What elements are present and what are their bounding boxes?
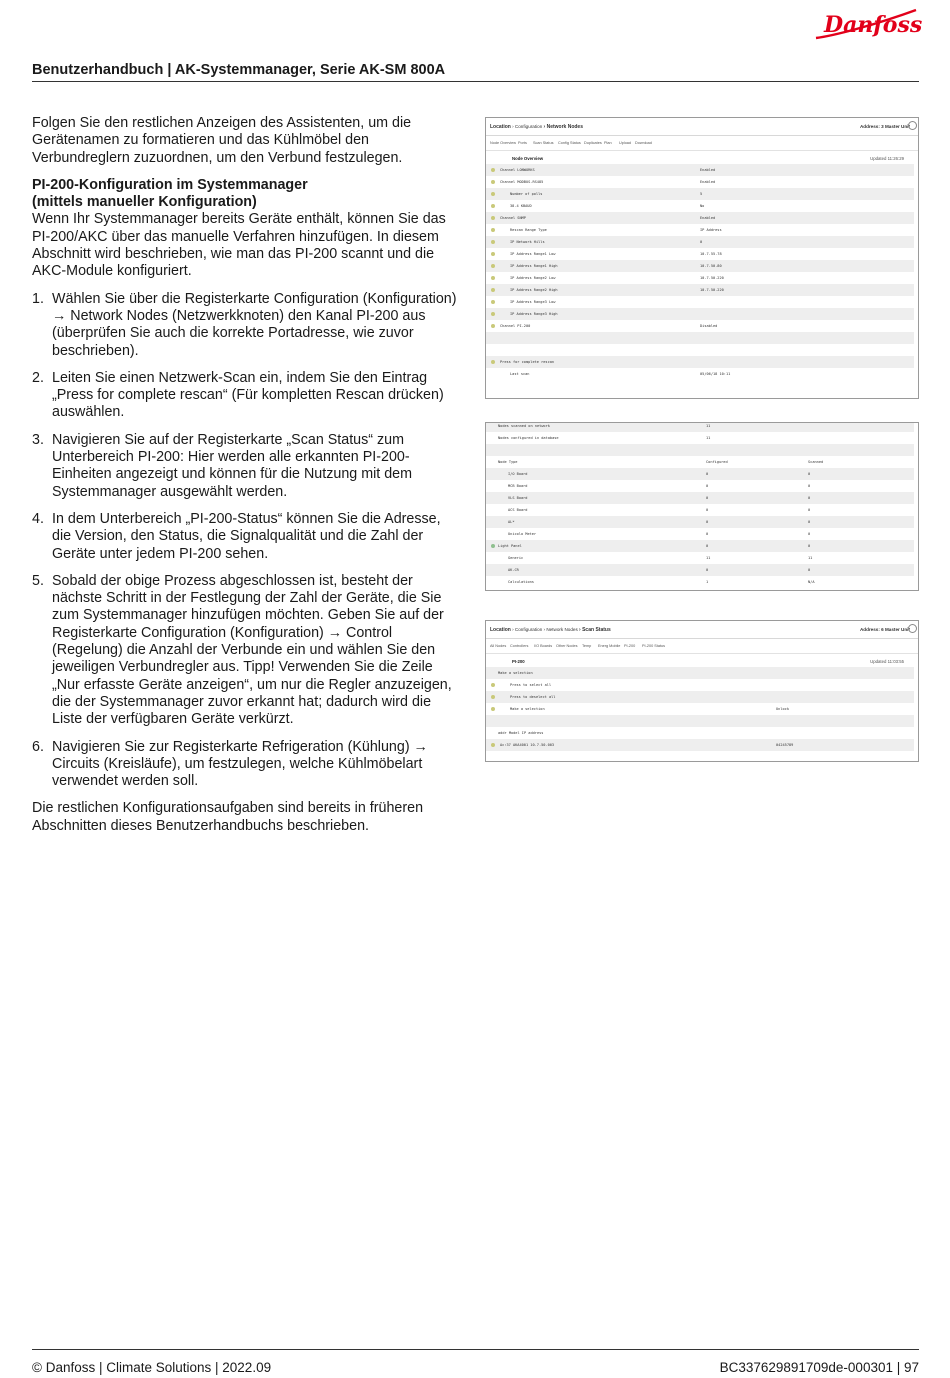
row-label: Make a selection xyxy=(510,707,545,711)
row-value: Enabled xyxy=(700,216,716,220)
row-label: Nodes scanned on network xyxy=(498,424,550,428)
row-label: MCB Board xyxy=(508,484,528,488)
step-text: Wählen Sie über die Registerkarte Configuration (Konfiguration) → Network Nodes (Netzwerkknoten) den Kanal PI-200 aus (überprüfen Sie auch die korrekte Portadresse, wie zuvor beschrieben). xyxy=(52,290,457,359)
table-row[interactable] xyxy=(486,224,914,236)
table-row[interactable] xyxy=(486,504,914,516)
row-label: Channel SNMP xyxy=(500,216,526,220)
table-row[interactable] xyxy=(486,528,914,540)
status-dot-icon xyxy=(491,288,495,292)
row-value: 11 xyxy=(706,556,711,560)
shot2-rows xyxy=(486,422,914,588)
row-label: IP Network Hills xyxy=(510,240,545,244)
table-row[interactable] xyxy=(486,368,914,380)
table-row[interactable] xyxy=(486,344,914,356)
row-label: AK-CR xyxy=(508,568,519,572)
step-item xyxy=(32,432,460,501)
status-dot-icon xyxy=(491,683,495,687)
crumb-network-nodes[interactable]: › Network Nodes xyxy=(543,124,583,130)
shot3-tabs xyxy=(486,639,918,654)
row-value-scanned: 0 xyxy=(808,496,811,500)
tab-download[interactable]: Download xyxy=(635,141,652,145)
tab-plan[interactable]: Plan xyxy=(604,141,612,145)
table-row[interactable] xyxy=(486,422,914,432)
shot3-rows xyxy=(486,667,914,751)
row-label: IP Address Range1 Low xyxy=(510,252,556,256)
step-number: 4. xyxy=(32,510,44,527)
row-label: addr Model IP address xyxy=(498,731,544,735)
step-number: 5. xyxy=(32,572,44,589)
table-row[interactable] xyxy=(486,456,914,468)
footer-copyright: © Danfoss | Climate Solutions | 2022.09 xyxy=(32,1360,272,1375)
shot1-topbar xyxy=(486,118,918,136)
table-row[interactable] xyxy=(486,260,914,272)
row-value: Enabled xyxy=(700,168,716,172)
step-number: 6. xyxy=(32,738,44,755)
table-row[interactable] xyxy=(486,703,914,715)
tab-other-nodes[interactable]: Other Nodes xyxy=(556,644,578,648)
shot1-updated: Updated 11:26:29 xyxy=(870,156,904,161)
table-row[interactable] xyxy=(486,188,914,200)
steps-list xyxy=(32,291,460,791)
document-header: Benutzerhandbuch | AK-Systemmanager, Serie AK-SM 800A xyxy=(32,62,446,78)
row-label: Press to select all xyxy=(510,683,552,687)
row-label: Calculations xyxy=(508,580,534,584)
table-row[interactable] xyxy=(486,516,914,528)
table-row[interactable] xyxy=(486,200,914,212)
status-dot-icon xyxy=(491,312,495,316)
crumb-configuration[interactable]: › Configuration xyxy=(512,124,543,129)
crumb-scan-status[interactable]: › Scan Status xyxy=(579,627,611,633)
status-dot-icon xyxy=(491,252,495,256)
table-row[interactable] xyxy=(486,164,914,176)
row-label: Generic xyxy=(508,556,524,560)
section-heading-line1: PI-200-Konfiguration im Systemmanager xyxy=(32,176,308,193)
table-row[interactable] xyxy=(486,236,914,248)
status-dot-icon xyxy=(491,228,495,232)
row-label: IP Address Range3 Low xyxy=(510,300,556,304)
intro-paragraph: Folgen Sie den restlichen Anzeigen des Assistenten, um die Gerätenamen zu formatieren und das Kühlmöbel den Verbundreglern zuzuordnen, um den Verbund festzulegen. xyxy=(32,115,412,166)
row-label: ACS Board xyxy=(508,508,528,512)
row-label: Press for complete rescan xyxy=(500,360,555,364)
row-value: Configured xyxy=(706,460,728,464)
status-dot-icon xyxy=(491,300,495,304)
row-value: 0 xyxy=(706,508,709,512)
row-value-scanned: N/A xyxy=(808,580,815,584)
closing-paragraph: Die restlichen Konfigurationsaufgaben sind bereits in früheren Abschnitten dieses Benutzerhandbuchs beschrieben. xyxy=(32,800,424,834)
table-row[interactable] xyxy=(486,691,914,703)
row-value: 11 xyxy=(706,424,711,428)
table-row[interactable] xyxy=(486,667,914,679)
step-item xyxy=(32,739,460,791)
status-dot-icon xyxy=(491,168,495,172)
row-label: AL* xyxy=(508,520,515,524)
footer-rule xyxy=(32,1349,919,1350)
shot1-tabs xyxy=(486,136,918,151)
row-value: 5 xyxy=(700,192,703,196)
status-dot-icon xyxy=(491,240,495,244)
logo-wordmark: Danfoss xyxy=(824,12,922,38)
row-label: Light Panel xyxy=(498,544,522,548)
row-label: Channel MODBUS-RS485 xyxy=(500,180,544,184)
shot3-section-header xyxy=(486,654,918,667)
danfoss-logo xyxy=(812,2,922,48)
row-label: Rescan Range Type xyxy=(510,228,547,232)
row-label: IP Address Range3 High xyxy=(510,312,558,316)
row-label: I/O Board xyxy=(508,472,528,476)
row-value: 11 xyxy=(706,436,711,440)
row-label: Last scan xyxy=(510,372,530,376)
tab-pi-200-status[interactable]: PI-200 Status xyxy=(642,644,666,648)
step-text: Navigieren Sie auf der Registerkarte „Scan Status“ zum Unterbereich PI-200: Hier werden alle erkannten PI-200-Einheiten angezeigt und können für die Nutzung mit dem Systemmanager ausgewählt werden. xyxy=(52,431,413,500)
row-label: Channel LONWORKS xyxy=(500,168,535,172)
row-label: Channel PI-200 xyxy=(500,324,531,328)
row-label: Press to deselect all xyxy=(510,695,556,699)
row-value: IP Address xyxy=(700,228,722,232)
row-value: 0 xyxy=(700,240,703,244)
table-row[interactable] xyxy=(486,480,914,492)
section-paragraph: Wenn Ihr Systemmanager bereits Geräte enthält, können Sie das PI-200/AKC über das manuelle Verfahren hinzufügen. In diesem Abschnitt wird beschrieben, wie man das PI-200 scannt und die AKC-Module konfiguriert. xyxy=(32,211,446,280)
row-value: 10.7.50.220 xyxy=(700,276,724,280)
table-row[interactable] xyxy=(486,272,914,284)
screenshot-scan-status-pi200 xyxy=(485,620,919,762)
section-heading-line2: (mittels manueller Konfiguration) xyxy=(32,194,257,211)
shot3-address: Address: 6 Master Unit xyxy=(859,627,910,632)
row-value: Disabled xyxy=(700,324,718,328)
row-value: 0 xyxy=(706,568,709,572)
tab-all-nodes[interactable]: All Nodes xyxy=(490,644,507,648)
row-value-scanned: 0 xyxy=(808,520,811,524)
status-dot-icon xyxy=(491,695,495,699)
table-row[interactable] xyxy=(486,248,914,260)
table-row[interactable] xyxy=(486,212,914,224)
tab-upload[interactable]: Upload xyxy=(619,141,632,145)
table-row[interactable] xyxy=(486,715,914,727)
row-label: 38.4 KBAUD xyxy=(510,204,532,208)
crumb-configuration[interactable]: › Configuration xyxy=(512,627,543,632)
row-label: Make a selection xyxy=(498,671,533,675)
footer-doc-number: BC337629891709de-000301 | 97 xyxy=(719,1360,919,1375)
table-row[interactable] xyxy=(486,739,914,751)
table-row[interactable] xyxy=(486,444,914,456)
table-row[interactable] xyxy=(486,492,914,504)
shot3-breadcrumb[interactable] xyxy=(490,627,611,633)
status-dot-icon xyxy=(491,324,495,328)
tab-controllers[interactable]: Controllers xyxy=(510,644,529,648)
tab-config-status[interactable]: Config Status xyxy=(558,141,581,145)
status-dot-icon xyxy=(491,707,495,711)
step-item xyxy=(32,291,460,360)
row-label: Unicolo Meter xyxy=(508,532,537,536)
step-text: Navigieren Sie zur Registerkarte Refrigeration (Kühlung) → Circuits (Kreisläufe), um festzulegen, welche Kühlmöbelart verwendet werden soll. xyxy=(52,738,428,790)
crumb-location[interactable]: Location xyxy=(490,627,511,633)
table-row[interactable] xyxy=(486,284,914,296)
row-value: Unlock xyxy=(776,707,789,711)
tab-ports[interactable]: Ports xyxy=(518,141,527,145)
shot1-rows xyxy=(486,164,914,380)
step-item xyxy=(32,370,460,422)
table-row[interactable] xyxy=(486,356,914,368)
row-label: IP Address Range1 High xyxy=(510,264,558,268)
crumb-location[interactable]: Location xyxy=(490,124,511,130)
row-value: 10.7.50.220 xyxy=(700,288,724,292)
row-value-scanned: 0 xyxy=(808,484,811,488)
row-label: IP Address Range2 High xyxy=(510,288,558,292)
status-dot-icon xyxy=(491,216,495,220)
gear-icon[interactable] xyxy=(908,121,917,130)
header-rule xyxy=(32,81,919,82)
row-label: IP Address Range2 Low xyxy=(510,276,556,280)
table-row[interactable] xyxy=(486,727,914,739)
step-number: 3. xyxy=(32,431,44,448)
status-dot-icon xyxy=(491,264,495,268)
table-row[interactable] xyxy=(486,468,914,480)
status-dot-icon xyxy=(491,360,495,364)
row-value-scanned: 0 xyxy=(808,508,811,512)
table-row[interactable] xyxy=(486,432,914,444)
row-value-scanned: 0 xyxy=(808,472,811,476)
step-number: 1. xyxy=(32,290,44,307)
step-text: In dem Unterbereich „PI-200-Status“ können Sie die Adresse, die Version, den Status, die Signalqualität und die Zahl der Geräte unter jedem PI-200 sehen. xyxy=(52,510,441,562)
row-value: 10.7.55.78 xyxy=(700,252,722,256)
screenshot-scan-status-counts xyxy=(485,422,919,591)
row-value: 05/06/18 10:11 xyxy=(700,372,731,376)
row-value: No xyxy=(700,204,705,208)
tab-temp[interactable]: Temp xyxy=(582,644,592,648)
table-row[interactable] xyxy=(486,308,914,320)
crumb-network-nodes[interactable]: › Network Nodes xyxy=(543,627,578,632)
row-value: 0 xyxy=(706,496,709,500)
screenshot-network-nodes xyxy=(485,117,919,399)
table-row[interactable] xyxy=(486,552,914,564)
status-dot-icon xyxy=(491,204,495,208)
row-value-scanned: 11 xyxy=(808,556,813,560)
table-row[interactable] xyxy=(486,176,914,188)
row-value: 04245789 xyxy=(776,743,794,747)
step-item xyxy=(32,511,460,563)
shot1-breadcrumb[interactable] xyxy=(490,124,583,130)
row-label: VLS Board xyxy=(508,496,528,500)
table-row[interactable] xyxy=(486,296,914,308)
table-row[interactable] xyxy=(486,320,914,332)
row-label: Ac:37 AKA4001 10.7.50.003 xyxy=(500,743,555,747)
row-label: Node Type xyxy=(498,460,518,464)
tab-pi-200[interactable]: PI-200 xyxy=(624,644,636,648)
row-value: 10.7.50.80 xyxy=(700,264,722,268)
table-row[interactable] xyxy=(486,679,914,691)
table-row[interactable] xyxy=(486,564,914,576)
row-value: 1 xyxy=(706,580,709,584)
row-value: 0 xyxy=(706,532,709,536)
row-label: Nodes configured in database xyxy=(498,436,559,440)
shot3-section-title: PI-200 xyxy=(512,659,525,664)
status-dot-icon xyxy=(491,743,495,747)
shot1-section-header xyxy=(486,151,918,164)
tab-duplicates[interactable]: Duplicates xyxy=(584,141,602,145)
tab-i-o-boards[interactable]: I/O Boards xyxy=(534,644,553,648)
step-text: Sobald der obige Prozess abgeschlossen ist, besteht der nächste Schritt in der Festlegung der Zahl der Geräte, die Sie zum Systemmanager hinzufügen möchten. Geben Sie auf der Registerkarte Configuration (Konfiguration) → Control (Regelung) die Anzahl der Verbunde ein und wählen Sie den jeweiligen Verbundregler aus. Tipp! Verwenden Sie die Zeile „Nur erfasste Geräte anzeigen“, um nur die Regler anzuzeigen, die der Systemmanager zuvor erkannt hat; dadurch wird die Liste der verfügbaren Geräte verkürzt. xyxy=(52,572,452,728)
row-value: Enabled xyxy=(700,180,716,184)
row-value-scanned: 0 xyxy=(808,544,811,548)
status-dot-icon xyxy=(491,276,495,280)
tab-energ-mobile[interactable]: Energ Mobile xyxy=(598,644,621,648)
row-value-scanned: 0 xyxy=(808,532,811,536)
step-item xyxy=(32,573,460,729)
status-dot-icon xyxy=(491,544,495,548)
status-dot-icon xyxy=(491,192,495,196)
shot1-address: Address: 3 Master Unit xyxy=(859,124,910,129)
status-dot-icon xyxy=(491,180,495,184)
step-text: Leiten Sie einen Netzwerk-Scan ein, indem Sie den Eintrag „Press for complete rescan“ (Für kompletten Rescan drücken) auswählen. xyxy=(52,369,444,421)
row-value: 0 xyxy=(706,544,709,548)
gear-icon[interactable] xyxy=(908,624,917,633)
row-value-scanned: Scanned xyxy=(808,460,824,464)
shot3-topbar xyxy=(486,621,918,639)
body-text xyxy=(32,115,460,845)
tab-scan-status[interactable]: Scan Status xyxy=(533,141,554,145)
table-row[interactable] xyxy=(486,576,914,588)
row-value: 0 xyxy=(706,520,709,524)
table-row[interactable] xyxy=(486,540,914,552)
tab-node-overview[interactable]: Node Overview xyxy=(490,141,516,145)
step-number: 2. xyxy=(32,369,44,386)
row-value: 0 xyxy=(706,484,709,488)
shot1-section-title: Node Overview xyxy=(512,156,544,161)
row-value: 0 xyxy=(706,472,709,476)
row-label: Number of polls xyxy=(510,192,543,196)
row-value-scanned: 0 xyxy=(808,568,811,572)
shot3-updated: Updated 11:03:55 xyxy=(870,659,904,664)
table-row[interactable] xyxy=(486,332,914,344)
